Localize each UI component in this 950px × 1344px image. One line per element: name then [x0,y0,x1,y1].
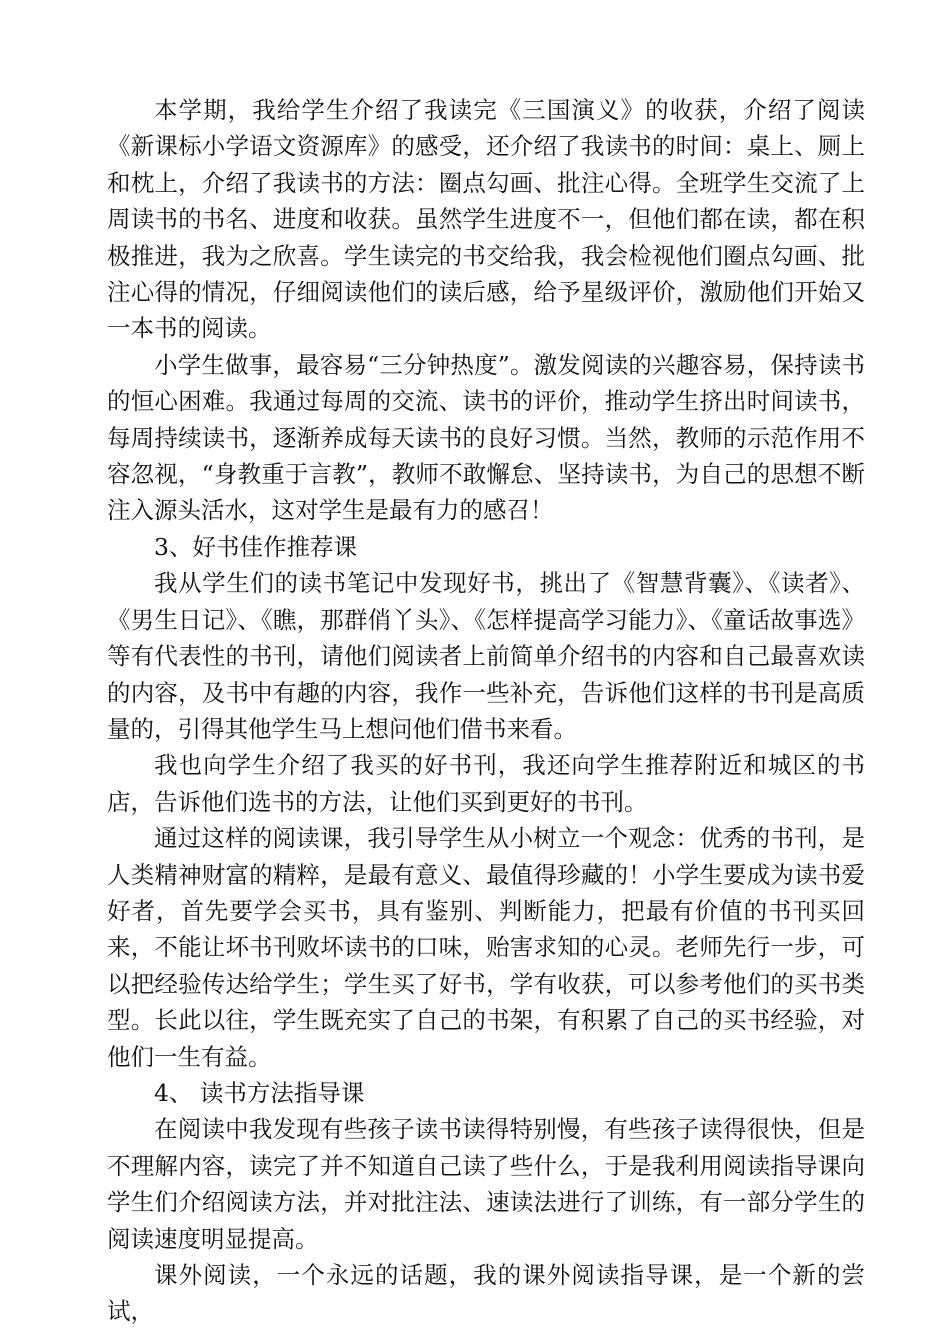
paragraph-reading-habit: 小学生做事，最容易“三分钟热度”。激发阅读的兴趣容易，保持读书的恒心困难。我通过每周的交流、读书的评价，推动学生挤出时间读书，每周持续读书，逐渐养成每天读书的良好习惯。当然，教师的示范作用不容忽视，“身教重于言教”，教师不敢懈怠、坚持读书，为自己的思想不断注入源头活水，这对学生是最有力的感召！ [107,350,865,525]
paragraph-reading-values: 通过这样的阅读课，我引导学生从小树立一个观念：优秀的书刊，是人类精神财富的精粹，是最有意义、最值得珍藏的！小学生要成为读书爱好者，首先要学会买书，具有鉴别、判断能力，把最有价值的书刊买回来，不能让坏书刊败坏读书的口味，贻害求知的心灵。老师先行一步，可以把经验传达给学生；学生买了好书，学有收获，可以参考他们的买书类型。长此以往，学生既充实了自己的书架，有积累了自己的买书经验，对他们一生有益。 [107,824,865,1071]
document-body [107,92,865,1330]
paragraph-recommended-books: 我从学生们的读书笔记中发现好书，挑出了《智慧背囊》、《读者》、《男生日记》、《瞧，那群俏丫头》、《怎样提高学习能力》、《童话故事选》等有代表性的书刊，请他们阅读者上前简单介绍书的内容和自己最喜欢读的内容，及书中有趣的内容，我作一些补充，告诉他们这样的书刊是高质量的，引得其他学生马上想问他们借书来看。 [107,569,865,743]
section-heading-reading-methods: 4、 读书方法指导课 [154,1078,365,1107]
paragraph-reading-speed: 在阅读中我发现有些孩子读书读得特别慢，有些孩子读得很快，但是不理解内容，读完了并不知道自己读了些什么，于是我利用阅读指导课向学生们介绍阅读方法，并对批注法、速读法进行了训练，有一部分学生的阅读速度明显提高。 [107,1115,865,1253]
paragraph-semester-reading: 本学期，我给学生介绍了我读完《三国演义》的收获，介绍了阅读《新课标小学语文资源库》的感受，还介绍了我读书的时间：桌上、厕上和枕上，介绍了我读书的方法：圈点勾画、批注心得。全班学生交流了上周读书的书名、进度和收获。虽然学生进度不一，但他们都在读，都在积极推进，我为之欣喜。学生读完的书交给我，我会检视他们圈点勾画、批注心得的情况，仔细阅读他们的读后感，给予星级评价，激励他们开始又一本书的阅读。 [107,96,865,343]
paragraph-conclusion: 课外阅读，一个永远的话题，我的课外阅读指导课，是一个新的尝试， [107,1261,865,1326]
paragraph-bookstore-recommendation: 我也向学生介绍了我买的好书刊，我还向学生推荐附近和城区的书店，告诉他们选书的方法，让他们买到更好的书刊。 [107,751,865,816]
section-heading-book-recommendation: 3、好书佳作推荐课 [154,532,357,561]
